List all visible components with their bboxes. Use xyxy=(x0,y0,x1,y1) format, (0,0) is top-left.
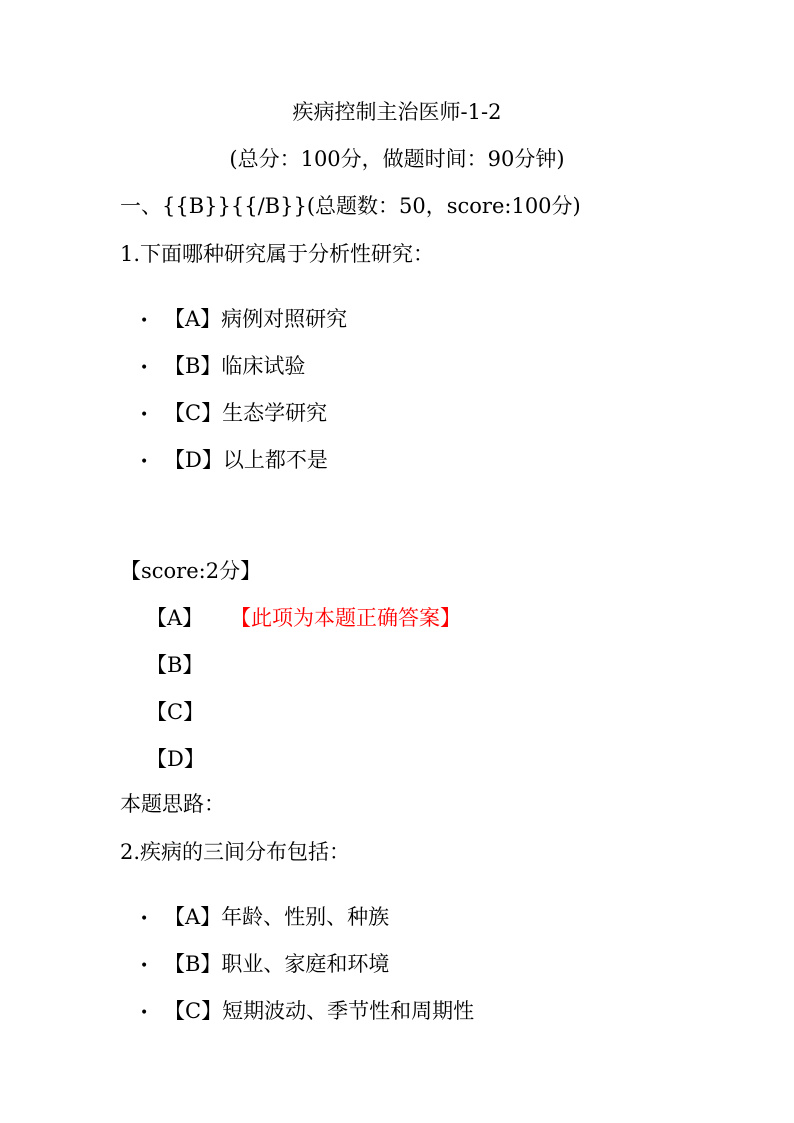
question-1-option-c xyxy=(140,399,327,427)
bullet-icon: • xyxy=(140,957,149,974)
bullet-icon: • xyxy=(140,406,149,423)
option-text: 【C】生态学研究 xyxy=(164,401,328,425)
question-1-stem: 1.下面哪种研究属于分析性研究： xyxy=(120,242,435,266)
bullet-icon: • xyxy=(140,910,149,927)
question-2-option-c xyxy=(140,997,474,1025)
answer-row-d xyxy=(146,745,230,773)
question-1-option-b xyxy=(140,352,305,380)
option-text: 【A】年龄、性别、种族 xyxy=(164,905,390,929)
option-text: 【B】职业、家庭和环境 xyxy=(164,952,390,976)
bullet-icon: • xyxy=(140,359,149,376)
option-text: 【C】短期波动、季节性和周期性 xyxy=(164,999,475,1023)
question-2-stem: 2.疾病的三间分布包括： xyxy=(120,840,351,864)
answer-row-b xyxy=(146,651,230,679)
answer-row-c xyxy=(146,698,230,726)
option-text: 【B】临床试验 xyxy=(164,354,306,378)
bullet-icon: • xyxy=(140,1004,149,1021)
question-2-option-a xyxy=(140,903,389,931)
correct-answer-note: 【此项为本题正确答案】 xyxy=(230,606,461,630)
answer-row-a xyxy=(146,604,461,632)
document-title: 疾病控制主治医师-1-2 xyxy=(292,100,502,124)
question-2-option-b xyxy=(140,950,389,978)
bullet-icon: • xyxy=(140,312,149,329)
question-1-score: 【score:2分】 xyxy=(120,559,262,583)
answer-label-b: 【B】 xyxy=(146,653,204,677)
question-1-option-d xyxy=(140,446,328,474)
answer-label-c: 【C】 xyxy=(146,700,205,724)
question-1-option-a xyxy=(140,305,347,333)
answer-label-a: 【A】 xyxy=(146,606,204,630)
bullet-icon: • xyxy=(140,453,149,470)
section-heading: 一、{{B}}{{/B}}(总题数：50，score:100分) xyxy=(120,194,581,218)
option-text: 【A】病例对照研究 xyxy=(164,307,348,331)
answer-label-d: 【D】 xyxy=(146,747,205,771)
document-subtitle: (总分：100分，做题时间：90分钟) xyxy=(229,147,565,171)
question-1-analysis: 本题思路： xyxy=(120,792,225,816)
option-text: 【D】以上都不是 xyxy=(164,448,328,472)
